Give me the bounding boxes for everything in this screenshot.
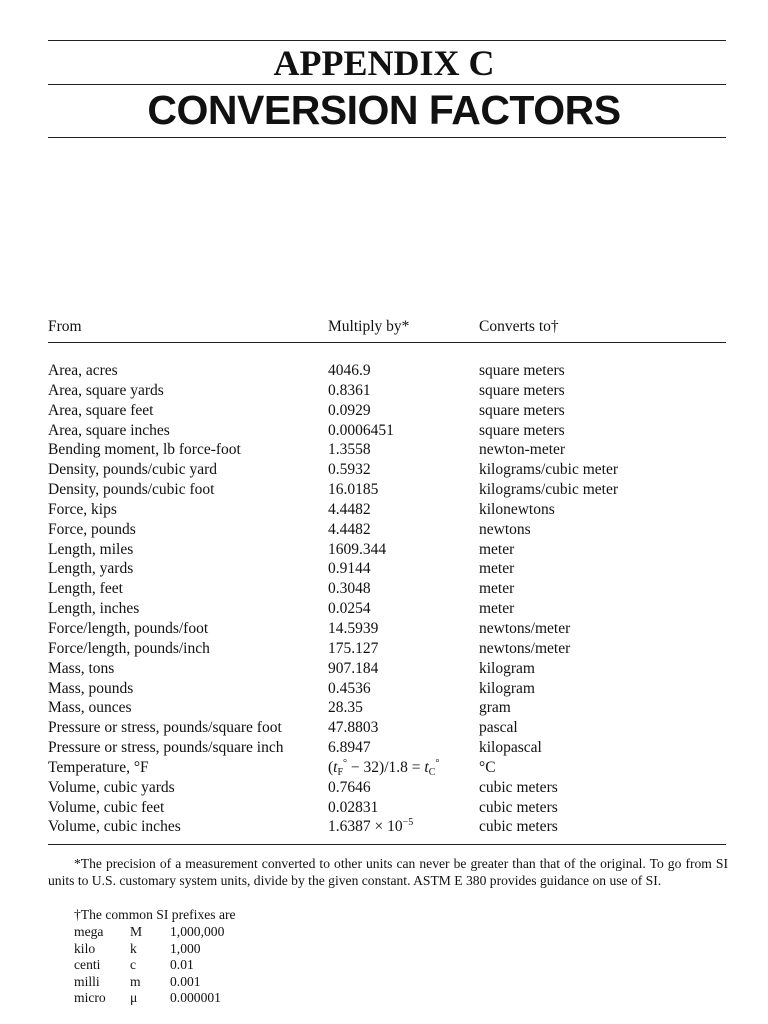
cell-from: Mass, pounds — [48, 679, 134, 697]
cell-converts-to: kilonewtons — [479, 500, 555, 518]
cell-converts-to: square meters — [479, 401, 565, 419]
table-row — [0, 698, 768, 718]
cell-converts-to: meter — [479, 600, 515, 618]
cell-from: Mass, ounces — [48, 699, 132, 717]
cell-converts-to: kilograms/cubic meter — [479, 481, 619, 499]
column-header-from: From — [48, 318, 82, 335]
prefix-row — [74, 940, 374, 957]
top-rule — [48, 40, 726, 41]
cell-multiply-by: 0.7646 — [328, 778, 371, 796]
si-prefix-list — [74, 923, 374, 1006]
cell-converts-to: cubic meters — [479, 798, 558, 816]
prefix-symbol: c — [130, 957, 137, 973]
prefix-name: mega — [74, 924, 104, 939]
precision-footnote: *The precision of a measurement converted to other units can never be greater than that of the original. To go from SI units to U.S. customary system units, divide by the given constant. ASTM E 380 provides guidance on use of SI. — [48, 856, 728, 888]
cell-multiply-by: 175.127 — [328, 639, 379, 657]
cell-from: Density, pounds/cubic yard — [48, 461, 218, 479]
table-row — [0, 778, 768, 798]
table-row — [0, 758, 768, 778]
table-row — [0, 480, 768, 500]
cell-converts-to: kilopascal — [479, 739, 542, 757]
cell-from: Mass, tons — [48, 659, 115, 677]
cell-converts-to: gram — [479, 699, 511, 717]
table-row — [0, 520, 768, 540]
prefix-symbol: M — [130, 924, 143, 939]
column-header-converts-to: Converts to† — [479, 318, 559, 335]
table-row — [0, 817, 768, 837]
cell-converts-to: cubic meters — [479, 818, 558, 836]
cell-from: Force, pounds — [48, 520, 136, 538]
cell-multiply-by: 47.8803 — [328, 719, 379, 737]
factor-exponent: −5 — [402, 817, 414, 829]
table-row — [0, 579, 768, 599]
formula-part: − 32)/1.8 = t — [347, 758, 429, 776]
prefix-name: centi — [74, 957, 101, 973]
table-row — [0, 718, 768, 738]
table-row — [0, 401, 768, 421]
prefix-row — [74, 973, 374, 990]
cubic-inches-factor — [328, 817, 413, 837]
table-row — [0, 361, 768, 381]
prefix-row — [74, 923, 374, 940]
prefix-factor: 0.01 — [170, 957, 194, 973]
table-row — [0, 460, 768, 480]
column-header-multiply-by: Multiply by* — [328, 318, 410, 335]
table-row — [0, 679, 768, 699]
cell-from: Area, square yards — [48, 381, 164, 399]
cell-from: Force, kips — [48, 500, 117, 518]
cell-converts-to: newton-meter — [479, 441, 566, 459]
prefix-factor: 0.000001 — [170, 990, 221, 1006]
cell-from: Length, inches — [48, 600, 140, 618]
cell-multiply-by: 0.8361 — [328, 381, 371, 399]
cell-multiply-by: 4.4482 — [328, 500, 371, 518]
table-header-rule — [48, 342, 726, 343]
cell-multiply-by: 907.184 — [328, 659, 379, 677]
cell-multiply-by: 0.02831 — [328, 798, 379, 816]
prefix-row — [74, 956, 374, 973]
cell-from: Length, feet — [48, 580, 123, 598]
formula-part: ° — [343, 757, 348, 769]
cell-multiply-by: 4046.9 — [328, 362, 371, 379]
cell-multiply-by: 1609.344 — [328, 540, 387, 558]
cell-converts-to: kilogram — [479, 679, 535, 697]
table-row — [0, 798, 768, 818]
table-row — [0, 559, 768, 579]
heading-divider-rule — [48, 84, 726, 85]
cell-from: Pressure or stress, pounds/square inch — [48, 739, 284, 757]
prefix-name: micro — [74, 990, 106, 1006]
cell-from: Length, miles — [48, 540, 134, 558]
cell-from: Density, pounds/cubic foot — [48, 481, 215, 499]
table-row — [0, 421, 768, 441]
cell-from: Volume, cubic inches — [48, 818, 181, 836]
cell-converts-to: square meters — [479, 381, 565, 399]
formula-part: (t — [328, 758, 338, 776]
cell-multiply-by: 28.35 — [328, 699, 363, 717]
cell-multiply-by: 14.5939 — [328, 619, 379, 637]
formula-part: C — [428, 766, 436, 778]
prefix-row — [74, 989, 374, 1006]
table-row — [0, 738, 768, 758]
cell-multiply-by: 6.8947 — [328, 739, 371, 757]
cell-converts-to: kilogram — [479, 659, 535, 677]
cell-multiply-by: 0.0254 — [328, 600, 371, 618]
temperature-formula — [328, 758, 439, 778]
si-prefix-footnote: †The common SI prefixes are — [74, 907, 236, 922]
cell-from: Volume, cubic yards — [48, 778, 175, 796]
cell-converts-to: °C — [479, 758, 496, 776]
table-row — [0, 599, 768, 619]
formula-part: ° — [435, 757, 440, 769]
cell-converts-to: cubic meters — [479, 778, 558, 796]
cell-converts-to: pascal — [479, 719, 518, 737]
prefix-symbol: k — [130, 940, 137, 956]
cell-converts-to: newtons — [479, 520, 531, 538]
cell-converts-to: meter — [479, 540, 515, 558]
conversion-table-body — [0, 361, 768, 837]
table-row — [0, 659, 768, 679]
cell-converts-to: newtons/meter — [479, 639, 571, 657]
prefix-name: milli — [74, 973, 100, 989]
cell-from: Area, acres — [48, 362, 118, 379]
cell-from: Volume, cubic feet — [48, 798, 165, 816]
cell-from: Bending moment, lb force-foot — [48, 441, 241, 459]
prefix-symbol: μ — [130, 990, 138, 1006]
prefix-factor: 1,000 — [170, 940, 201, 956]
cell-from: Area, square feet — [48, 401, 154, 419]
cell-converts-to: kilograms/cubic meter — [479, 461, 619, 479]
cell-from: Force/length, pounds/inch — [48, 639, 210, 657]
cell-from: Pressure or stress, pounds/square foot — [48, 719, 282, 737]
cell-converts-to: meter — [479, 560, 515, 578]
prefix-factor: 1,000,000 — [170, 924, 225, 939]
cell-multiply-by: 0.4536 — [328, 679, 371, 697]
cell-multiply-by: 4.4482 — [328, 520, 371, 538]
cell-multiply-by: 0.9144 — [328, 560, 371, 578]
cell-converts-to: newtons/meter — [479, 619, 571, 637]
cell-converts-to: square meters — [479, 362, 565, 379]
table-row — [0, 540, 768, 560]
cell-multiply-by: 0.0006451 — [328, 421, 394, 439]
prefix-name: kilo — [74, 940, 96, 956]
cell-multiply-by: 16.0185 — [328, 481, 379, 499]
formula-part: F — [337, 766, 344, 778]
appendix-heading: APPENDIX C — [273, 43, 495, 83]
table-row — [0, 639, 768, 659]
prefix-factor: 0.001 — [170, 973, 201, 989]
prefix-symbol: m — [130, 973, 141, 989]
page-title: CONVERSION FACTORS — [147, 87, 621, 133]
cell-multiply-by: 1.3558 — [328, 441, 371, 459]
cell-multiply-by: 0.5932 — [328, 461, 371, 479]
table-row — [0, 381, 768, 401]
table-row — [0, 619, 768, 639]
cell-multiply-by: 0.3048 — [328, 580, 371, 598]
cell-converts-to: meter — [479, 580, 515, 598]
cell-multiply-by: 0.0929 — [328, 401, 371, 419]
cell-converts-to: square meters — [479, 421, 565, 439]
cell-from: Length, yards — [48, 560, 134, 578]
table-row — [0, 500, 768, 520]
cell-from: Temperature, °F — [48, 758, 149, 776]
cell-from: Force/length, pounds/foot — [48, 619, 209, 637]
factor-base: 1.6387 × 10 — [328, 818, 403, 836]
title-bottom-rule — [48, 137, 726, 138]
table-row — [0, 440, 768, 460]
cell-from: Area, square inches — [48, 421, 170, 439]
table-end-rule — [48, 844, 726, 845]
